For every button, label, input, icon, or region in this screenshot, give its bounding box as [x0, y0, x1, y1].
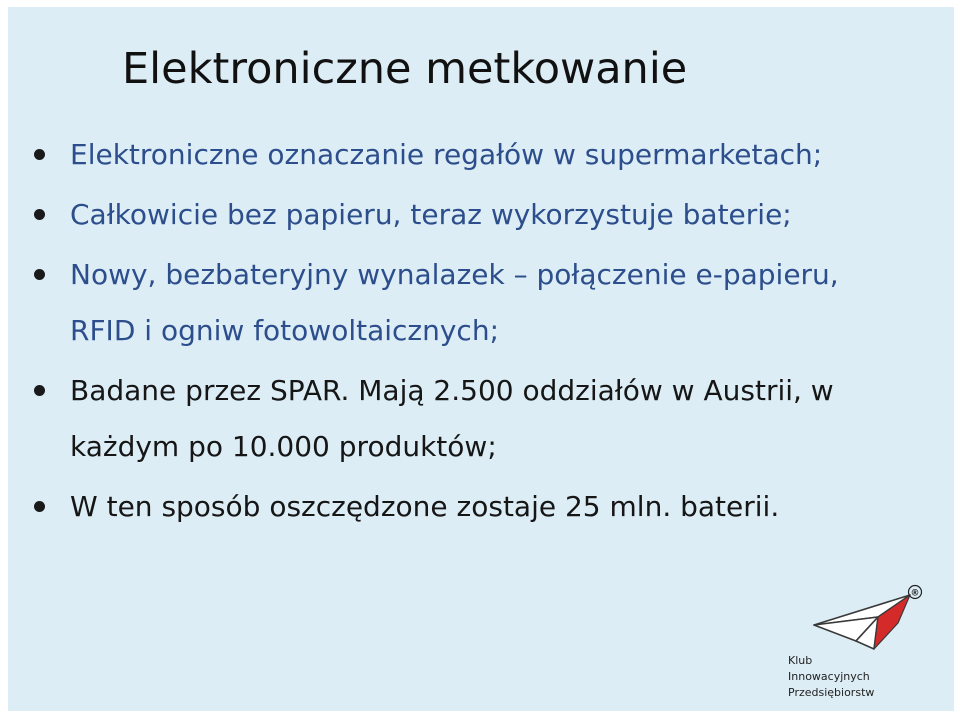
logo-line-1: Klub [788, 654, 813, 667]
slide-title: Elektroniczne metkowanie [122, 44, 688, 94]
company-logo [778, 583, 928, 707]
slide [8, 7, 954, 711]
bullet-dot-icon [34, 149, 45, 160]
bullet-dot-icon [34, 269, 45, 280]
bullet-text: Nowy, bezbateryjny wynalazek – połączenie e-papieru, RFID i ogniw fotowoltaicznych; [70, 258, 839, 347]
bullet-item [32, 247, 892, 359]
registered-mark: ® [910, 588, 920, 599]
bullet-dot-icon [34, 385, 45, 396]
bullet-text: Całkowicie bez papieru, teraz wykorzystuje baterie; [70, 198, 792, 231]
bullet-text: Elektroniczne oznaczanie regałów w supermarketach; [70, 138, 823, 171]
bullet-dot-icon [34, 501, 45, 512]
logo-line-2: Innowacyjnych [788, 670, 870, 683]
bullet-item [32, 187, 892, 243]
logo-text [788, 653, 874, 701]
bullet-item [32, 363, 892, 475]
bullet-text: Badane przez SPAR. Mają 2.500 oddziałów w Austrii, w każdym po 10.000 produktów; [70, 374, 834, 463]
paper-plane-logo-icon [812, 583, 924, 653]
bullet-item [32, 479, 892, 535]
bullet-list [32, 127, 892, 539]
bullet-text: W ten sposób oszczędzone zostaje 25 mln. baterii. [70, 490, 780, 523]
logo-line-3: Przedsiębiorstw [788, 686, 875, 699]
bullet-item [32, 127, 892, 183]
bullet-dot-icon [34, 209, 45, 220]
